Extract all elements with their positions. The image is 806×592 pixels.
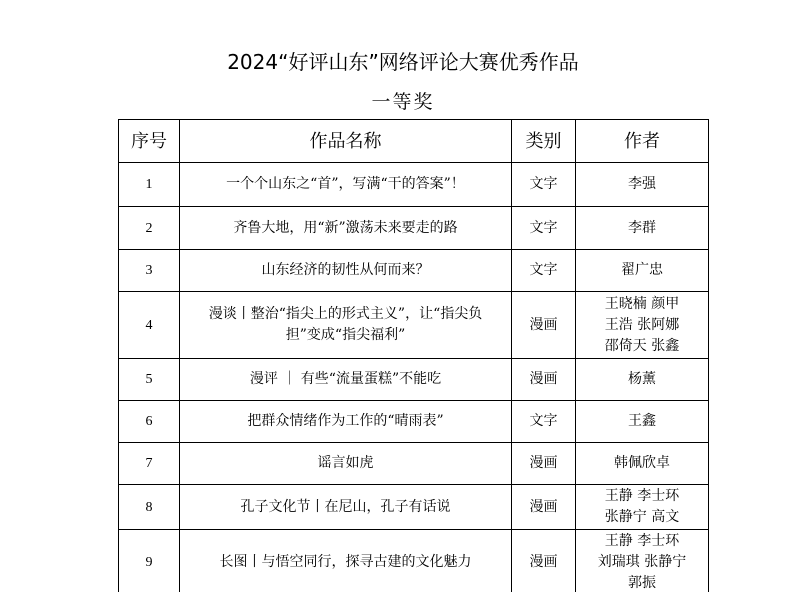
row-category: 漫画 [512,485,576,530]
row-author [576,485,709,530]
row-category: 文字 [512,250,576,292]
row-work-name: 谣言如虎 [180,443,512,485]
row-author [576,359,709,401]
author-line: 王浩 张阿娜 [604,316,680,333]
row-category: 漫画 [512,359,576,401]
table-row [119,359,709,401]
row-category: 文字 [512,401,576,443]
row-author [576,530,709,592]
row-serial-number: 7 [119,443,180,485]
header-work-name: 作品名称 [180,120,512,163]
row-work-name: 把群众情绪作为工作的“晴雨表” [180,401,512,443]
row-author [576,401,709,443]
header-serial-number: 序号 [119,120,180,163]
author-line: 王晓楠 颜甲 [604,295,680,312]
award-table [118,119,709,592]
row-work-name: 山东经济的韧性从何而来？ [180,250,512,292]
row-serial-number: 8 [119,485,180,530]
row-category: 漫画 [512,443,576,485]
row-serial-number: 9 [119,530,180,592]
author-line: 李强 [628,176,656,192]
row-category: 文字 [512,207,576,250]
row-serial-number: 2 [119,207,180,250]
table-row [119,163,709,207]
table-row [119,485,709,530]
table-header-row [119,120,709,163]
author-line: 邵倚天 张鑫 [604,337,680,354]
author-line: 王鑫 [628,413,656,429]
author-line: 翟广忠 [621,262,663,278]
author-line: 王静 李士环 [604,488,680,504]
author-line: 郭振 [628,574,656,591]
row-serial-number: 4 [119,292,180,359]
row-work-name: 齐鲁大地，用“新”激荡未来要走的路 [180,207,512,250]
header-category: 类别 [512,120,576,163]
author-line: 杨薰 [628,371,656,387]
author-line: 李群 [628,219,656,236]
document-title: 2024“好评山东”网络评论大赛优秀作品 [227,50,579,74]
table-row [119,250,709,292]
row-work-name: 漫谈丨整治“指尖上的形式主义”，让“指尖负担”变成“指尖福利” [180,292,512,359]
table-row [119,401,709,443]
row-work-name: 孔子文化节丨在尼山，孔子有话说 [180,485,512,530]
row-author [576,443,709,485]
row-work-name: 长图丨与悟空同行，探寻古建的文化魅力 [180,530,512,592]
award-level-heading: 一等奖 [371,91,435,113]
table-row [119,292,709,359]
author-line: 刘瑞琪 张静宁 [597,553,687,570]
row-work-name: 漫评 ｜ 有些“流量蛋糕”不能吃 [180,359,512,401]
row-author [576,163,709,207]
table-row [119,443,709,485]
row-serial-number: 5 [119,359,180,401]
header-author: 作者 [576,120,709,163]
row-serial-number: 3 [119,250,180,292]
row-work-name: 一个个山东之“首”，写满“干的答案”！ [180,163,512,207]
author-line: 韩佩欣卓 [614,455,670,471]
row-category: 文字 [512,163,576,207]
table-row [119,207,709,250]
author-line: 张静宁 高文 [604,509,680,525]
row-category: 漫画 [512,530,576,592]
row-serial-number: 1 [119,163,180,207]
row-author [576,207,709,250]
row-author [576,250,709,292]
author-line: 王静 李士环 [604,532,680,549]
row-serial-number: 6 [119,401,180,443]
table-row [119,530,709,592]
row-author [576,292,709,359]
row-category: 漫画 [512,292,576,359]
